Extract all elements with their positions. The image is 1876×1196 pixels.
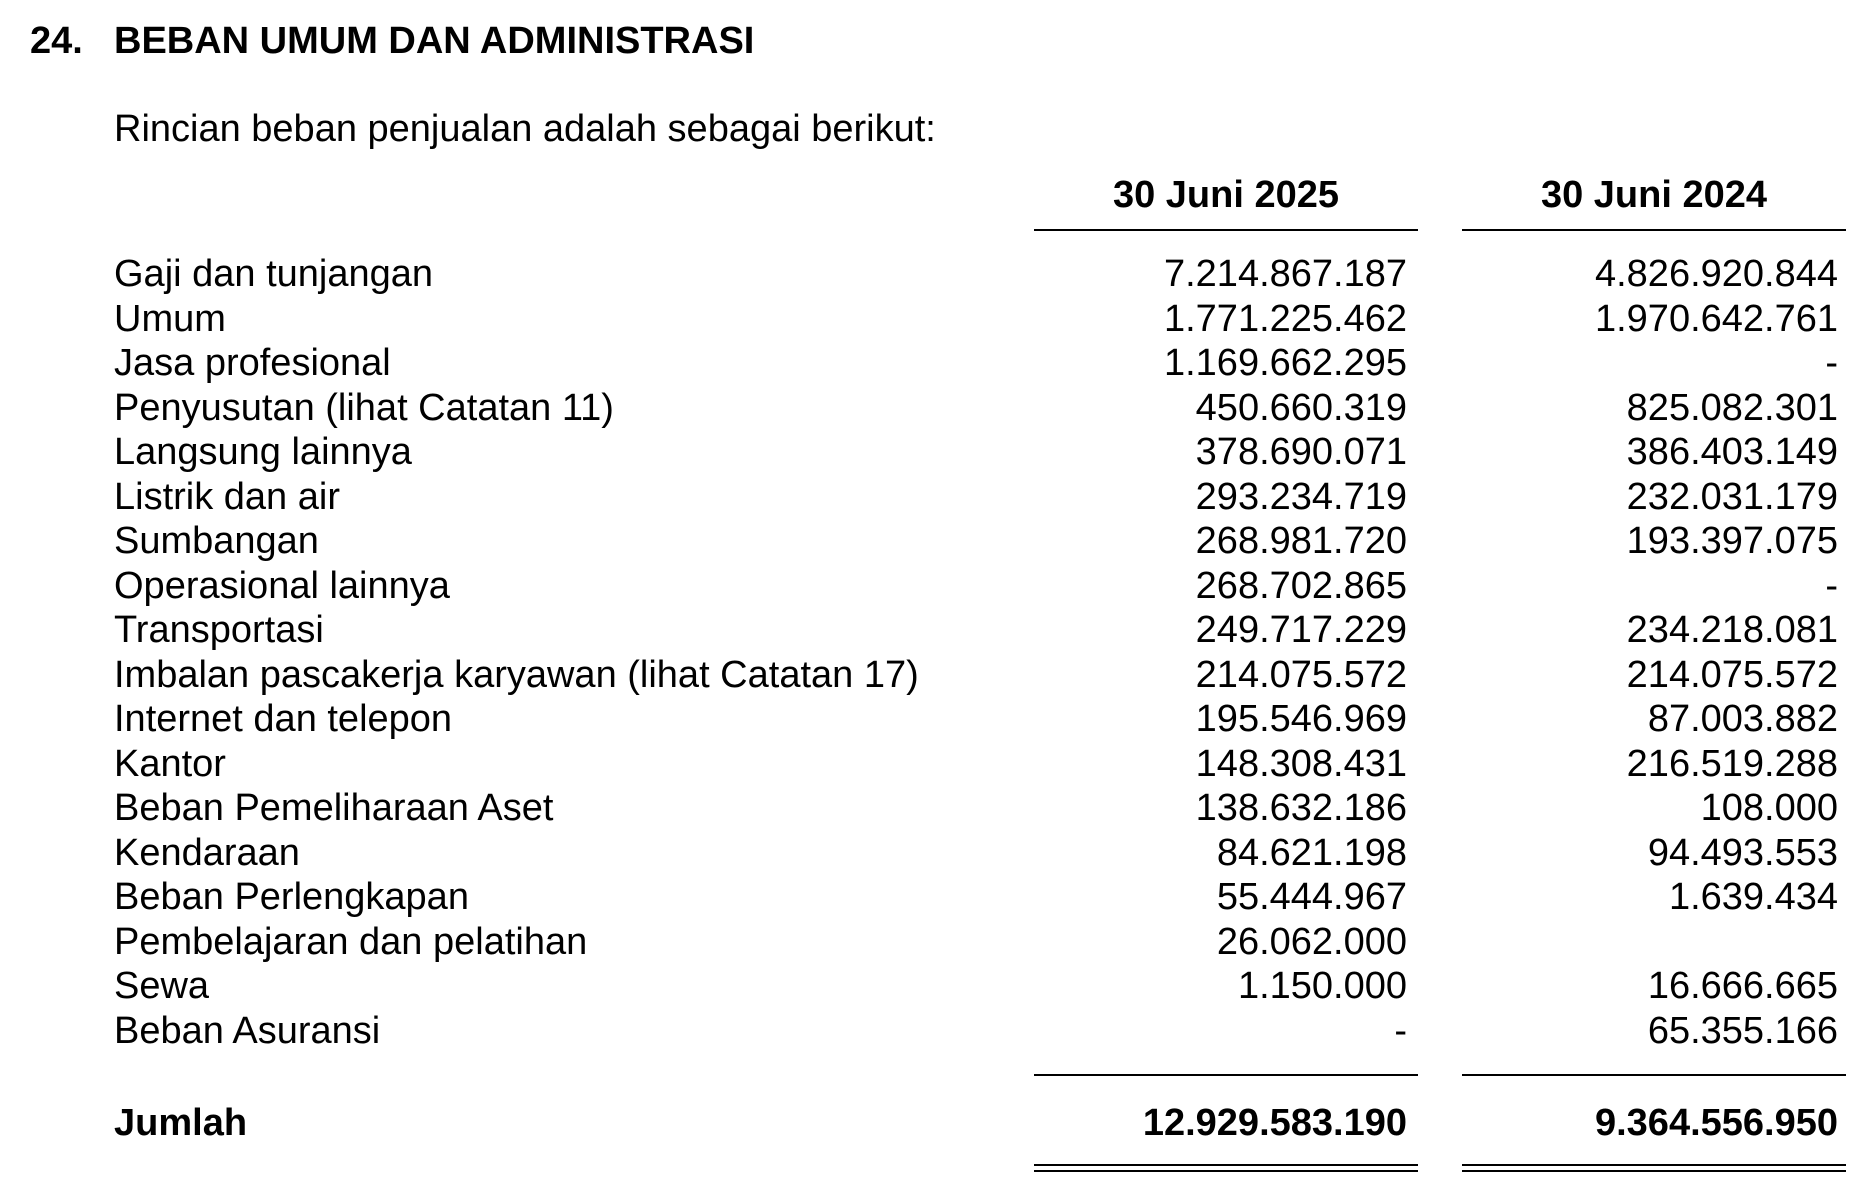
value-2025: 195.546.969 (1195, 698, 1407, 740)
intro-text: Rincian beban penjualan adalah sebagai berikut: (114, 108, 936, 150)
value-2024: 193.397.075 (1626, 520, 1838, 562)
total-label: Jumlah (114, 1102, 248, 1144)
value-2025: 214.075.572 (1195, 653, 1407, 696)
total-2025: 12.929.583.190 (1142, 1102, 1407, 1144)
double-underline-2024 (1462, 1170, 1846, 1172)
value-2025: 1.150.000 (1237, 965, 1407, 1007)
table-row (0, 1009, 1876, 1054)
table-row (0, 475, 1876, 520)
subtotal-rule-2024 (1462, 1074, 1846, 1076)
row-label: Pembelajaran dan pelatihan (114, 920, 588, 963)
section-number: 24. (30, 20, 83, 62)
table-row (0, 341, 1876, 386)
value-2024: 386.403.149 (1626, 431, 1838, 473)
row-label: Kendaraan (114, 831, 300, 874)
table-row (0, 786, 1876, 831)
value-2025: 148.308.431 (1195, 742, 1407, 785)
value-2024: 4.826.920.844 (1594, 253, 1838, 295)
value-2024: 87.003.882 (1647, 698, 1838, 740)
table-row (0, 742, 1876, 787)
value-2025: 138.632.186 (1195, 787, 1407, 829)
value-2024: 214.075.572 (1626, 653, 1838, 696)
value-2024: 234.218.081 (1626, 609, 1838, 651)
value-2025: - (1394, 1009, 1407, 1052)
section-title: BEBAN UMUM DAN ADMINISTRASI (114, 20, 755, 62)
row-label: Langsung lainnya (114, 431, 412, 473)
value-2024: 94.493.553 (1647, 831, 1838, 874)
table-row (0, 653, 1876, 698)
row-label: Operasional lainnya (114, 564, 450, 607)
table-row (0, 697, 1876, 742)
expense-table (0, 252, 1876, 1053)
value-2025: 7.214.867.187 (1163, 253, 1407, 295)
value-2025: 55.444.967 (1216, 876, 1407, 918)
row-label: Beban Perlengkapan (114, 876, 469, 918)
row-label: Beban Pemeliharaan Aset (114, 787, 554, 829)
row-label: Kantor (114, 742, 226, 785)
row-label: Internet dan telepon (114, 698, 453, 740)
value-2024: 232.031.179 (1626, 475, 1838, 518)
value-2024: 65.355.166 (1647, 1009, 1838, 1052)
value-2025: 268.981.720 (1195, 520, 1407, 562)
table-row (0, 875, 1876, 920)
row-label: Listrik dan air (114, 475, 340, 518)
value-2025: 1.169.662.295 (1163, 342, 1407, 384)
table-row (0, 430, 1876, 475)
row-label: Sewa (114, 965, 210, 1007)
row-label: Gaji dan tunjangan (114, 253, 434, 295)
double-underline-2025 (1034, 1170, 1418, 1172)
value-2024: 825.082.301 (1626, 386, 1838, 429)
header-underline-2024 (1462, 229, 1846, 231)
value-2024: 1.970.642.761 (1594, 297, 1838, 340)
subtotal-rule-2025 (1034, 1074, 1418, 1076)
row-label: Imbalan pascakerja karyawan (lihat Catatan 17) (114, 653, 919, 696)
value-2025: 268.702.865 (1195, 564, 1407, 607)
row-label: Jasa profesional (114, 342, 391, 384)
value-2024: 108.000 (1700, 787, 1838, 829)
value-2024: 1.639.434 (1668, 876, 1838, 918)
total-2024: 9.364.556.950 (1594, 1102, 1838, 1144)
table-row (0, 608, 1876, 653)
value-2024: - (1825, 564, 1838, 607)
value-2024: 16.666.665 (1647, 965, 1838, 1007)
value-2025: 249.717.229 (1195, 609, 1407, 651)
table-row (0, 831, 1876, 876)
table-row (0, 964, 1876, 1009)
row-label: Transportasi (114, 609, 324, 651)
table-row (0, 920, 1876, 965)
table-row (0, 564, 1876, 609)
row-label: Umum (114, 297, 226, 340)
value-2025: 84.621.198 (1216, 831, 1407, 874)
column-header-2025: 30 Juni 2025 (1112, 174, 1340, 216)
header-underline-2025 (1034, 229, 1418, 231)
table-row (0, 297, 1876, 342)
value-2025: 26.062.000 (1216, 920, 1407, 963)
value-2024: 216.519.288 (1626, 742, 1838, 785)
value-2025: 450.660.319 (1195, 386, 1407, 429)
row-label: Beban Asuransi (114, 1009, 381, 1052)
value-2025: 293.234.719 (1195, 475, 1407, 518)
double-underline-2024 (1462, 1164, 1846, 1166)
table-row (0, 386, 1876, 431)
row-label: Penyusutan (lihat Catatan 11) (114, 386, 614, 429)
value-2025: 378.690.071 (1195, 431, 1407, 473)
double-underline-2025 (1034, 1164, 1418, 1166)
table-row (0, 519, 1876, 564)
row-label: Sumbangan (114, 520, 319, 562)
total-row (0, 1098, 1876, 1148)
value-2024: - (1825, 342, 1838, 384)
table-row (0, 252, 1876, 297)
value-2025: 1.771.225.462 (1163, 297, 1407, 340)
column-header-2024: 30 Juni 2024 (1540, 174, 1768, 216)
